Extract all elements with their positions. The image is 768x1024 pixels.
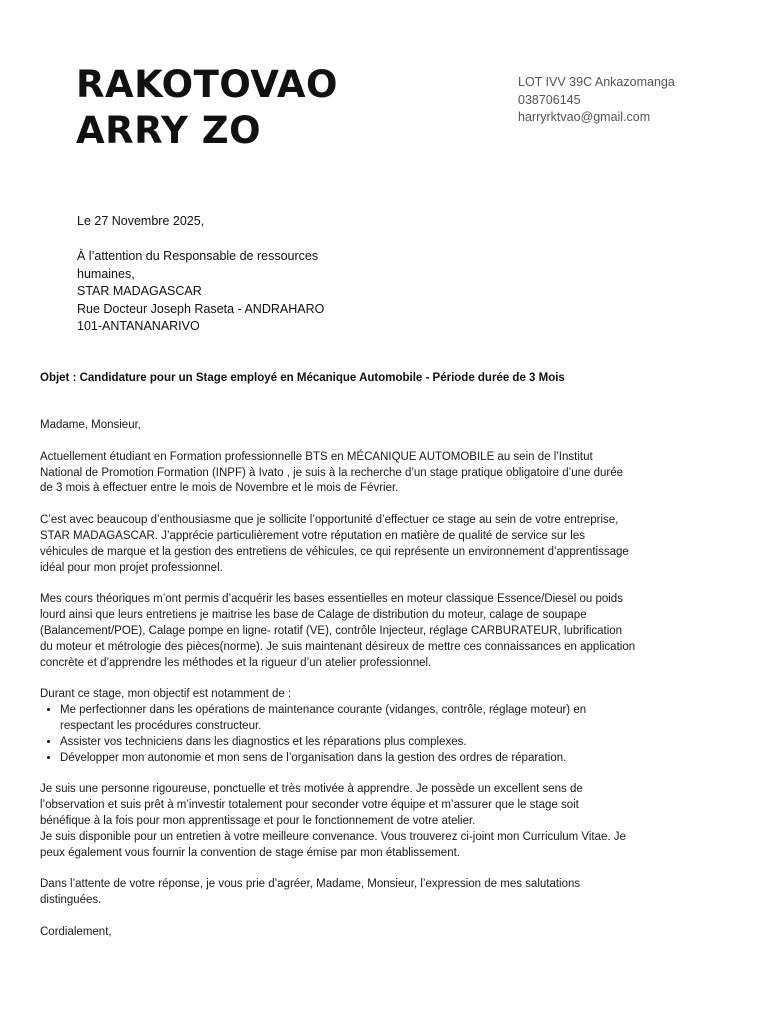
recipient-line: À l’attention du Responsable de ressources xyxy=(77,249,319,263)
objectives-intro: Durant ce stage, mon objectif est notamment de : xyxy=(40,688,292,701)
text-line: concrète et d’apprendre les méthodes et la rigueur d’un atelier professionnel. xyxy=(40,656,432,669)
text-line: idéal pour mon projet professionnel. xyxy=(40,561,223,574)
text-line: C’est avec beaucoup d’enthousiasme que je sollicite l’opportunité d’effectuer ce stage au sein de votre entreprise, xyxy=(40,514,619,527)
recipient-street: Rue Docteur Joseph Raseta - ANDRAHARO xyxy=(77,301,325,316)
text-line: véhicules de marque et la gestion des entretiens de véhicules, ce qui représente un environnement d’apprentissage xyxy=(40,545,629,558)
text-line: bénéfique à la fois pour mon apprentissage et pour le fonctionnement de votre atelier. xyxy=(40,814,476,827)
applicant-name-line1: RAKOTOVAO xyxy=(76,63,339,106)
text-line: l’observation et suis prêt à m’investir totalement pour seconder votre équipe et m’assurer que le stage soit xyxy=(40,799,579,812)
objectives-list xyxy=(40,703,690,766)
objective-item xyxy=(60,703,690,735)
paragraph-motivation xyxy=(40,782,690,861)
contact-email: harryrktvao@gmail.com xyxy=(518,110,651,124)
text-line: Je suis disponible pour un entretien à votre meilleure convenance. Vous trouverez ci-joint mon Curriculum Vitae. Je xyxy=(40,830,626,843)
paragraph-intro xyxy=(40,450,690,497)
recipient-line: humaines, xyxy=(77,266,135,281)
applicant-name-line2: ARRY ZO xyxy=(76,109,262,152)
text-line: distinguées. xyxy=(40,894,102,907)
letter-date: Le 27 Novembre 2025, xyxy=(77,214,205,228)
text-line: (Balancement/POE), Calage pompe en ligne- rotatif (VE), contrôle Injecteur, réglage CARBURATEUR, lubrification xyxy=(40,624,623,637)
text-line: • Me perfectionner dans les opérations de maintenance courante (vidanges, contrôle, réglage moteur) en xyxy=(60,704,587,717)
text-line: STAR MADAGASCAR. J’apprécie particulièrement votre réputation en matière de qualité de service sur les xyxy=(40,529,585,542)
salutation: Madame, Monsieur, xyxy=(40,419,141,431)
text-line: Mes cours théoriques m’ont permis d’acquérir les bases essentielles en moteur classique Essence/Diesel ou poids xyxy=(40,593,623,606)
letter-subject: Objet : Candidature pour un Stage employé en Mécanique Automobile - Période durée de 3 Mois xyxy=(40,372,565,384)
paragraph-skills xyxy=(40,592,690,671)
text-line: de 3 mois à effectuer entre le mois de Novembre et le mois de Février. xyxy=(40,482,399,495)
contact-block xyxy=(518,74,675,127)
objective-item xyxy=(60,735,690,751)
contact-phone: 038706145 xyxy=(518,92,581,107)
closing: Cordialement, xyxy=(40,925,112,938)
text-line: Dans l’attente de votre réponse, je vous prie d’agréer, Madame, Monsieur, l’expression de mes salutations xyxy=(40,878,581,891)
text-line: respectant les procédures constructeur. xyxy=(60,719,262,732)
recipient-company: STAR MADAGASCAR xyxy=(77,284,202,298)
paragraph-closing xyxy=(40,877,690,909)
text-line: Actuellement étudiant en Formation professionnelle BTS en MÉCANIQUE AUTOMOBILE au sein de l’Institut xyxy=(40,450,593,463)
objective-item xyxy=(60,751,690,767)
text-line: Je suis une personne rigoureuse, ponctuelle et très motivée à apprendre. Je possède un excellent sens de xyxy=(40,783,583,796)
text-line: National de Promotion Formation (INPF) à Ivato , je suis à la recherche d’un stage pratique obligatoire d’une durée xyxy=(40,466,623,479)
letter-body xyxy=(40,418,690,957)
text-line: peux également vous fournir la convention de stage émise par mon établissement. xyxy=(40,846,460,859)
recipient-city: 101-ANTANANARIVO xyxy=(77,319,200,333)
text-line: • Développer mon autonomie et mon sens de l’organisation dans la gestion des ordres de réparation. xyxy=(60,751,567,764)
paragraph-company xyxy=(40,513,690,576)
applicant-name xyxy=(76,62,338,154)
contact-address: LOT IVV 39C Ankazomanga xyxy=(518,75,675,89)
text-line: du moteur et métrologie des pièces(norme). Je suis maintenant désireux de mettre ces connaissances en application xyxy=(40,640,636,653)
recipient-block xyxy=(77,248,324,336)
text-line: • Assister vos techniciens dans les diagnostics et les réparations plus complexes. xyxy=(60,735,467,748)
text-line: lourd ainsi que leurs entretiens je maitrise les base de Calage de distribution du moteur, calage de soupape xyxy=(40,609,587,622)
